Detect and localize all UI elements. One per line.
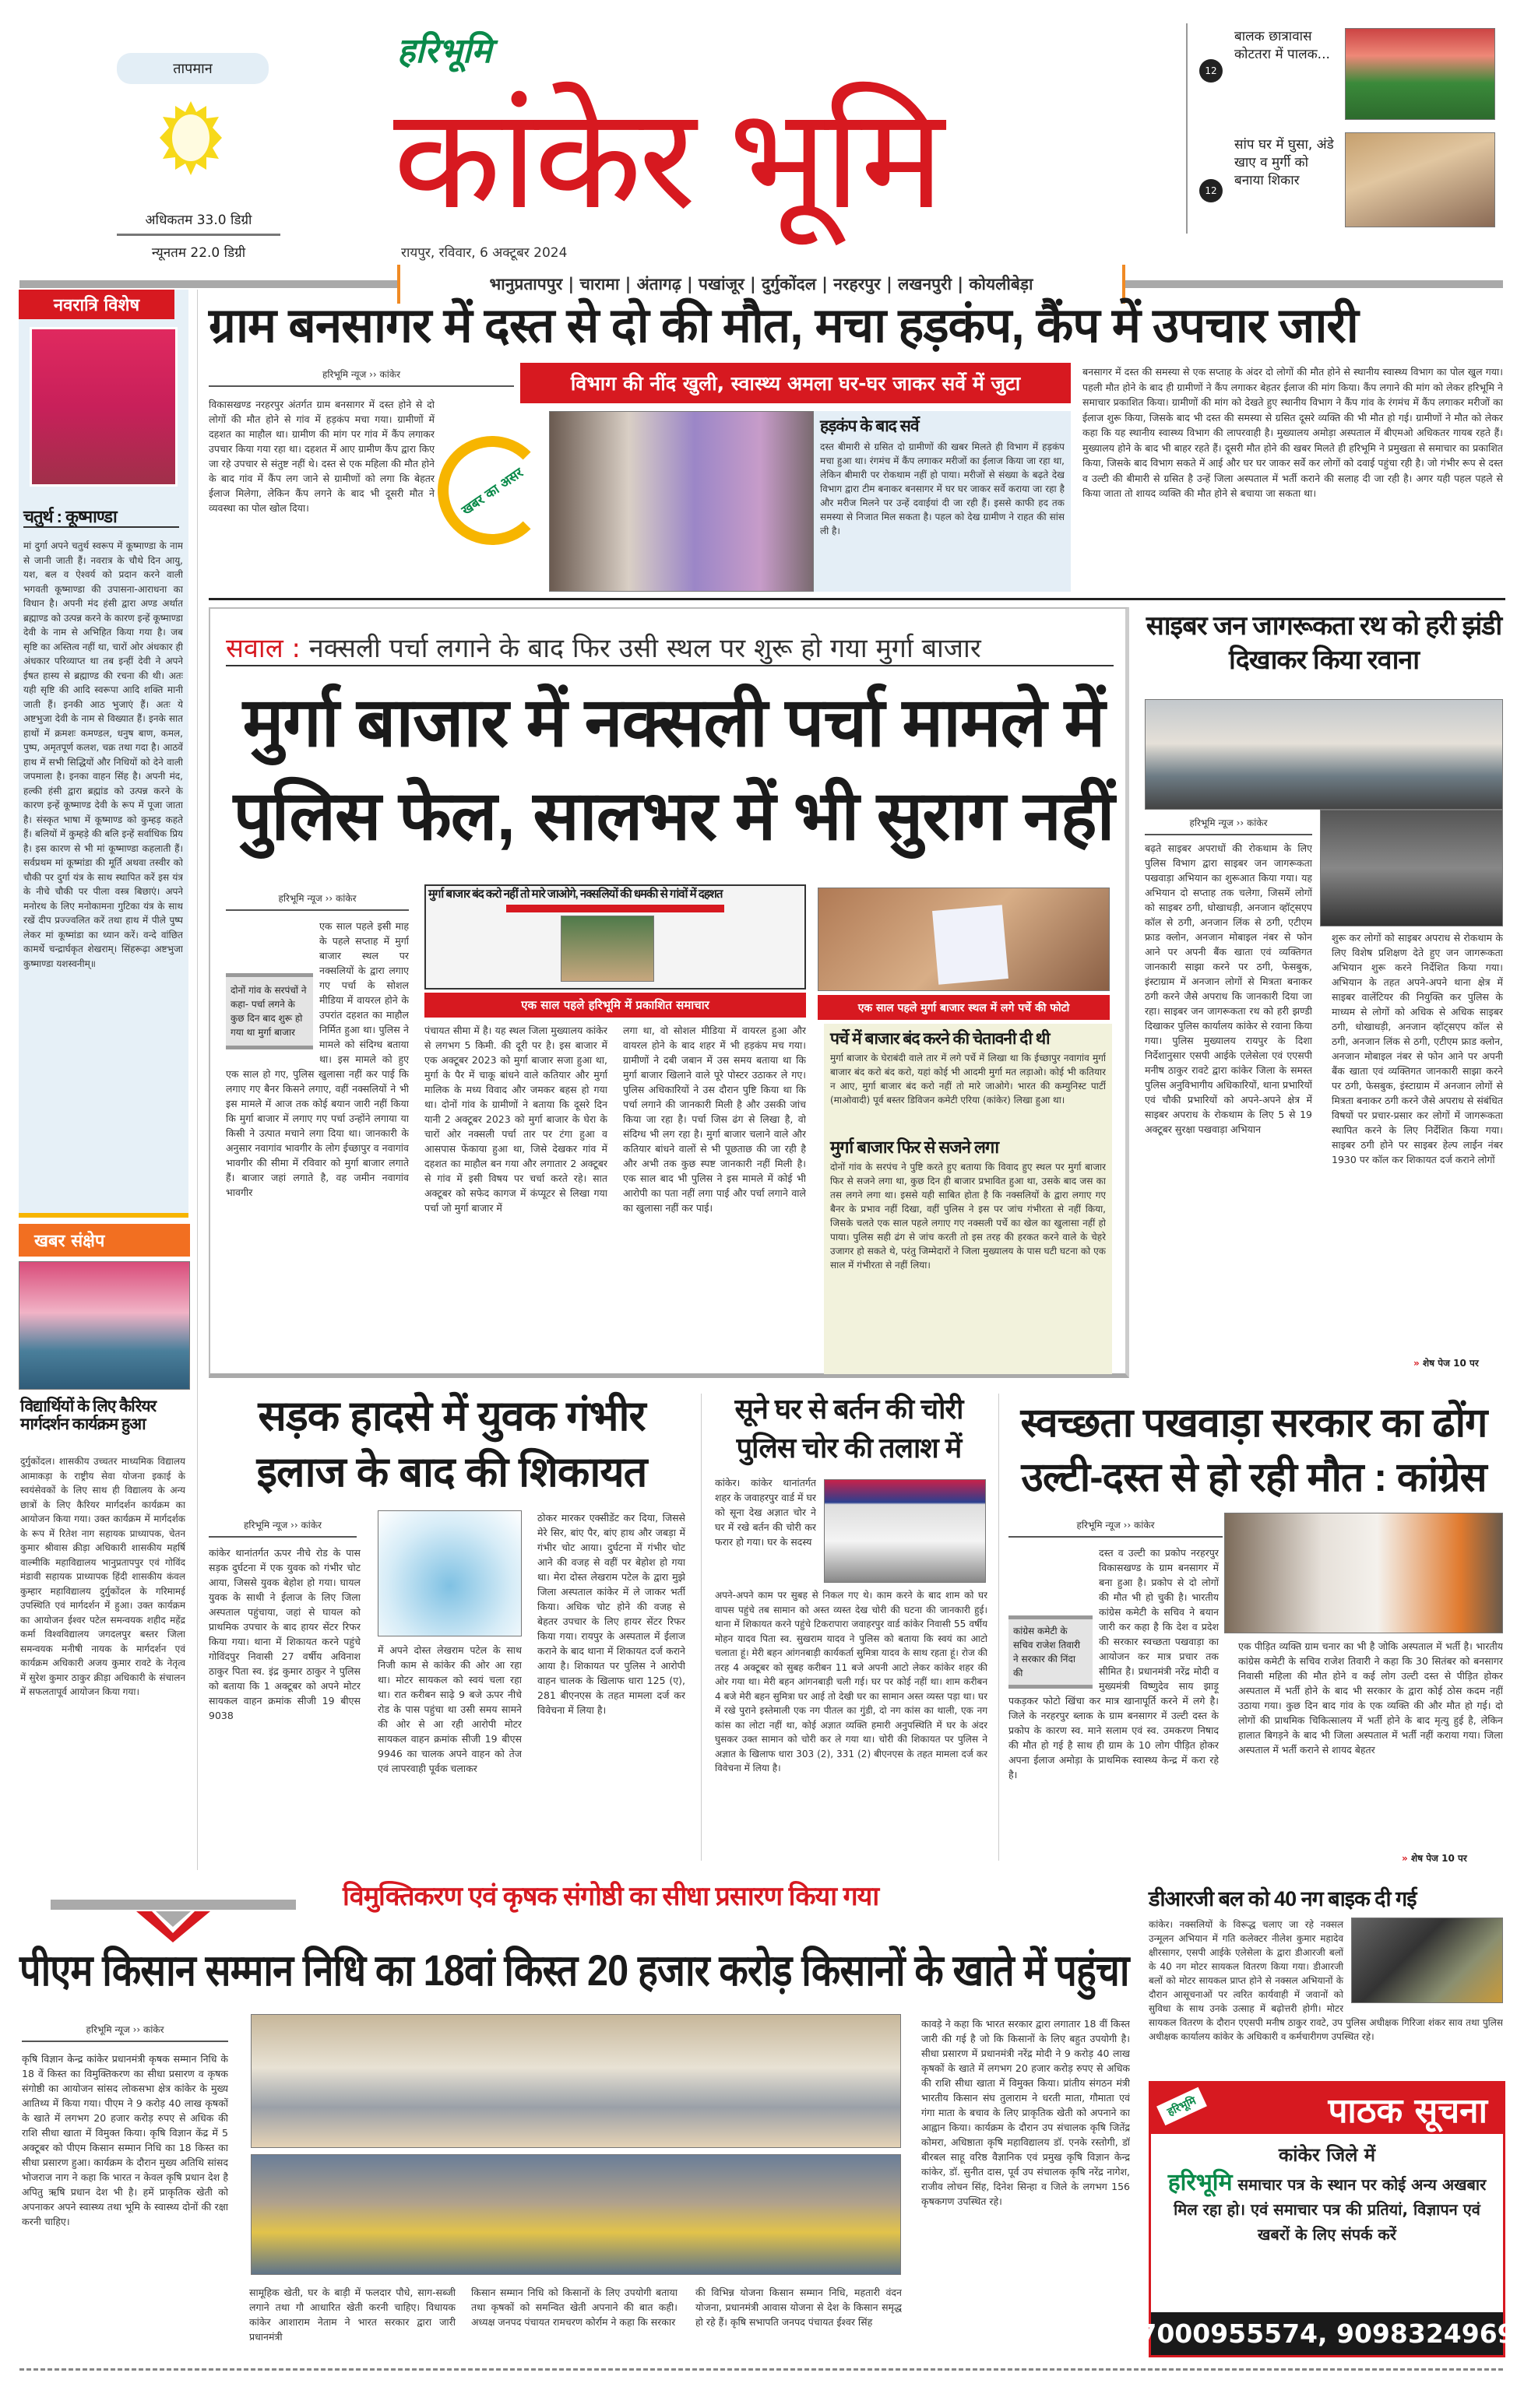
poster-paper — [932, 905, 1008, 984]
survey-photo — [549, 411, 814, 592]
theft-headline-line2: पुलिस चोर की तलाश में — [736, 1432, 962, 1464]
police-station-photo — [824, 1479, 986, 1583]
town-link[interactable]: चारामा — [579, 275, 620, 294]
brief-photo — [19, 1261, 190, 1390]
town-link[interactable]: अंतागढ़ — [636, 275, 681, 294]
continued-text: शेष पेज 10 पर — [1422, 1358, 1479, 1369]
max-temperature: अधिकतम 33.0 डिग्री — [145, 213, 252, 228]
impact-logo — [438, 436, 547, 545]
congress-col2: एक पीड़ित व्यक्ति ग्राम चनार का भी है जोकि अस्पताल में भर्ती है। भारतीय कांग्रेस कमेटी के सचिव राजेश तिवारी ने कहा कि 30 सितंबर को बनसागर निवासी महिला की मौत होने व कई लोग उल्टी दस्त से पीड़ित होकर अस्पताल में भर्ती होने के बाद भी सरकार के द्वारा कोई ठोस कदम नहीं उठाया गया। कुछ दिन बाद गांव के एक व्यक्ति की और मौत हो गई। दो लोगों की प्राथमिक चिकित्सालय में भर्ती होने के बाद मृत्यु हुई है, लेकिन हालात बिगड़ने के बाद भी जिला अस्पताल में भर्ती नहीं कराया गया। जिला अस्पताल में भर्ती कराने से शायद बेहतर — [1238, 1640, 1503, 1756]
congress-col1-text: दस्त व उल्टी का प्रकोप नरहरपुर विकासखण्ड के ग्राम बनसागर में बना हुआ है। प्रकोप से दो लोगों की मौत भी हो चुकी है। भारतीय कांग्रेस कमेटी के सचिव ने बयान जारी कर कहा है कि देश व प्रदेश की सरकार स्वच्छता पखवाड़ा का आयोजन कर मात्र प्रचार तक सीमित है। प्रधानमंत्री नरेंद्र मोदी व मुख्यमंत्री विष्णुदेव साय झाड़ू पकड़कर फोटो खिंचा कर मात्र खानापूर्ति करने में लगे है। जिले के नरहरपुर ब्लाक के ग्राम बनसागर में उल्टी दस्त के प्रकोप के कारण स्व. माने सलाम एवं स्व. उमकरण निषाद की मौत हो गई है साथ ही ग्राम के 10 लोग पीड़ित होकर अपना ईलाज अमोड़ा के प्राथमिक स्वास्थ्य केन्द्र में करा रहे है। — [1008, 1547, 1219, 1781]
left-divider — [197, 290, 198, 1870]
theft-col1: कांकेर। कांकेर थानांतर्गत शहर के जवाहरपुर वार्ड में घर को सूना देख अज्ञात चोर ने घर में रखे बर्तन की चोरी कर फरार हो गया। घर के सदस्य — [715, 1477, 816, 1548]
drg-text — [1149, 1918, 1503, 2073]
teaser-divider — [1186, 23, 1188, 234]
naxal-sidebar-box — [824, 1024, 1112, 1374]
ad-brand: हरिभूमि — [1167, 2169, 1233, 2196]
cyber-col1: बढ़ते साइबर अपराधों की रोकथाम के लिए पुलिस विभाग द्वारा साइबर जन जागरूकता पखवाड़ा अभियान का शुरूआत किया गया। यह अभियान दो सप्ताह तक चलेगा, जिसमें लोगों को साइबर ठगी, धोखाधड़ी, अनजान व्हॉट्सएप कॉल से ठगी, अनजान लिंक से ठगी, एटीएम फ्राड क्लोन, अनजान मोबाइल नंबर से फोन आने पर अपनी बैंक खाता एवं व्यक्तिगत जानकारी साझा करने पर ठगी, फेसबुक, इंस्टाग्राम में अनजान लोगों से मित्रता बनाकर ठगी करने जैसे अपराध कि जानकारी दिया जा रहा। साइबर जन जागरूकता रथ को हरी झण्डी दिखाकर पुलिस कार्यालय कांकेर से रवाना किया गया। पुलिस मुख्यालय रायपुर के दिशा निर्देशानुसार एसपी आईके एलेसेला एवं एएसपी मनीष ठाकुर रावटे द्वारा कांकेर जिला के समस्त पुलिस अनुविभागीय अधिकारियों, थाना प्रभारियों एवं चौकी प्रभारियों को अपने-अपने क्षेत्र में साइबर अपराध के रोकथाम के लिए 5 से 19 अक्टूबर सुरक्षा पखवाड़ा अभियान — [1145, 842, 1312, 1135]
ad-body — [1151, 2167, 1503, 2250]
kisan-photo-audience — [251, 2154, 901, 2275]
theft-col2: अपने-अपने काम पर सुबह से निकल गए थे। काम करने के बाद शाम को घर वापस पहुंचे तब सामान को अस्त व्यस्त देख चोरी की घटना की जानकारी हुई। थाना में शिकायत करने पहुंचे टिकरापारा जवाहरपुर वार्ड कांकेर निवासी 55 वर्षीय मोहन यादव पिता स्व. सुखराम यादव ने पुलिस को बताया कि स्वयं का आटो चलाता हूं। मेरी बहन आंगनबाड़ी कार्यकर्ता सुमित्रा यादव के साथ रहता हूं। रोज की तरह 4 अक्टूबर को सुबह करीबन 11 बजे अपनी आटो लेकर कांकेर शहर की ओर गया था। मेरी बहन आंगनबाड़ी चली गई। घर पर कोई नहीं था। शाम करीबन 4 बजे मेरी बहन सुमित्रा घर आई तो देखी घर का सामान अस्त व्यस्त पड़ा था। घर में रखे पुराने इस्तेमाली एक नग पीतल का गुंडी, दो नग कांस का थाली, एक नग कांस का लोटा नहीं था, कोई अज्ञात व्यक्ति हमारी अनुपस्थिति में घर के अंदर घुसकर उक्त सामान को चोरी कर ले गया था। चोरी की शिकायत पर पुलिस ने अज्ञात के खिलाफ धारा 303 (2), 331 (2) बीएनएस के तहत मामला दर्ज कर विवेचना में लिया है। — [715, 1590, 987, 1773]
theft-headline-line1: सूने घर से बर्तन की चोरी — [734, 1393, 963, 1425]
survey-box-text: दस्त बीमारी से ग्रसित दो ग्रामीणों की खबर मिलते ही विभाग में हड़कंप मचा हुआ था। रंगमंच में कैंप लगाकर मरीजों का ईलाज किया जा रहा था, लेकिन बीमारी पर रोकथाम नहीं हो पाया। मरीजों से संख्या के बढ़ते देख विभाग द्वारा टीम बनाकर बनसागर में घर घर जाकर सर्वे कराया जा रहा है और मरीज मिलने पर उन्हें दवाईयां दी जा रही हैं। इससे काफी हद तक समस्या से निजात मिल सकता है। पहल को देख ग्रामीण ने राहत की सांस ली है। — [820, 441, 1065, 537]
naxal-headline-line1: मुर्गा बाजार में नक्सली पर्चा मामले में — [242, 684, 1105, 761]
pullquote-box: दोनों गांव के सरपंचों ने कहा- पर्चा लगने के कुछ दिन बाद शुरू हो गया था मुर्गा बाजार — [226, 973, 313, 1049]
kisan-col2: सामूहिक खेती, घर के बाड़ी में फलदार पौधे, साग-सब्जी लगाने तथा गौ आधारित खेती करनी चाहिए। विधायक कांकेर आशाराम नेताम ने भारत सरकार द्वारा जारी प्रधानमंत्री — [249, 2287, 456, 2343]
teaser-photo — [1345, 28, 1495, 120]
navratri-title: चतुर्थ : कूष्माण्डा — [23, 508, 179, 528]
cyber-photo — [1145, 699, 1503, 810]
teaser-item[interactable] — [1199, 132, 1495, 230]
town-link[interactable]: भानुप्रतापपुर — [489, 275, 563, 294]
town-link[interactable]: नरहरपुर — [833, 275, 881, 294]
kisan-byline: हरिभूमि न्यूज ›› कांकेर — [22, 2023, 228, 2042]
section-rule — [19, 1213, 188, 1218]
cyber-col2: शुरू कर लोगों को साइबर अपराध से रोकथाम के लिए विशेष प्रशिक्षण देते हुए जन जागरूकता अभियान शुरू करने निर्देशित किया गया। अभियान के तहत अपने-अपने थाना क्षेत्र में साइबर वालेंटियर की नियुक्ति कर पुलिस के माध्यम से लोगों को अधिक से अधिक साइबर ठगी, धोखाधड़ी, अनजान व्हॉट्सएप कॉल से ठगी, अनजान लिंक से ठगी, एटीएम फ्राड क्लोन, अनजान मोबाइल नंबर से फोन आने पर अपनी बैंक खाता एवं व्यक्तिगत जानकारी साझा करने पर ठगी, फेसबुक, इंस्टाग्राम में अनजान लोगों से मित्रता बनाकर ठगी करने जैसे अपराध से संबंधित विषयों पर प्रचार-प्रसार कर लोगों में जागरूकता स्थापित करने के लिए निर्देशित किया गया। साइबर ठगी होने पर साइबर हेल्प लाईन नंबर 1930 पर कॉल कर शिकायत दर्ज कराने लोगों — [1332, 932, 1503, 1165]
congress-byline: हरिभूमि न्यूज ›› कांकेर — [1008, 1518, 1223, 1538]
accident-headline-line2: इलाज के बाद की शिकायत — [256, 1449, 647, 1496]
congress-pullquote: कांग्रेस कमेटी के सचिव राजेश तिवारी ने सरकार की निंदा की — [1008, 1615, 1093, 1689]
lead-banner — [520, 363, 1071, 403]
naxal-kicker — [226, 629, 1114, 666]
accident-col3: ठोकर मारकर एक्सीडेंट कर दिया, जिससे मेरे सिर, बांए पैर, बांए हाथ और जबड़ा में गंभीर चोट आया। दुर्घटना में गंभीर चोट आने की वजह से वहीं पर बेहोश हो गया था। मेरा दोस्त लेखराम पटेल के द्वारा मुझे जिला अस्पताल कांकेर में ले जाकर भर्ती किया। अधिक चोट होने की वजह से बेहतर उपचार के लिए हायर सेंटर रिफर किया गया। रायपुर के अस्पताल में ईलाज कराने के बाद थाना में शिकायत दर्ज कराने आया है। शिकायत पर पुलिस ने आरोपी वाहन चालक के खिलाफ धारा 125 (ए), 281 बीएनएस के तहत मामला दर्ज कर विवेचना में लिया है। — [537, 1512, 685, 1716]
kisan-col3: किसान सम्मान निधि को किसानों के लिए उपयोगी बताया तथा कृषकों को समन्वित खेती अपनाने की बात कही। अध्यक्ष जनपद पंचायत रामचरण कोर्राम ने कहा कि सरकार — [471, 2287, 678, 2328]
accident-illustration — [378, 1510, 522, 1636]
congress-photo — [1224, 1513, 1503, 1633]
teaser-photo — [1345, 132, 1495, 227]
lead-col1: विकासखण्ड नरहरपुर अंतर्गत ग्राम बनसागर में दस्त होने से दो लोगों की मौत होने से गांव में हड़कंप मचा गया। ग्रामीणों में दहशत का माहौल था। ग्रामीण की मांग पर गांव में कैंप लगाकर उपचार किया गया रहा था। दहशत में आए ग्रामीण कैंप द्वारा किए जा रहे उपचार से संतुष्ट नहीं थे। दस्त से एक महिला की मौत होने के बाद गांव में कैंप लग जाने से ग्रामीणों को लगा कि बेहतर ईलाज मिलेगा, लेकिन कैंप लगने के बाद भी दूसरी मौत ने व्यवस्था का पोल खोल दिया। — [209, 399, 435, 514]
page-number-badge: 12 — [1199, 59, 1223, 83]
lead-headline: ग्राम बनसागर में दस्त से दो की मौत, मचा हड़कंप, कैंप में उपचार जारी — [209, 299, 1358, 353]
kisan-photo-stage — [251, 2014, 901, 2148]
page-number-badge: 12 — [1199, 179, 1223, 202]
accident-byline: हरिभूमि न्यूज ›› कांकेर — [209, 1518, 357, 1538]
congress-headline-line2: उल्टी-दस्त से हो रही मौत : कांग्रेस — [1021, 1455, 1487, 1500]
sun-icon — [160, 101, 222, 175]
dateline: रायपुर, रविवार, 6 अक्टूबर 2024 — [401, 245, 568, 261]
cyber-headline: साइबर जन जागरूकता रथ को हरी झंडी दिखाकर किया रवाना — [1146, 611, 1502, 675]
survey-box — [814, 411, 1071, 592]
naxal-col3: लगा था, वो सोशल मीडिया में वायरल हुआ और वायरल होने के बाद शहर में भी हड़कंप मच गया। ग्रामीणों ने दबी जबान में उस समय बताया था कि मुर्गा बाजार खिलाने वाले पूरे पोस्टर उठाकर ले गए। पुलिस अधिकारियों ने उस दौरान पुष्टि किया था कि पर्चा लगाने की जानकारी मिली है और उसकी जांच किया जा रहा है। पर्चा जिस ढंग से लिखा है, वो संदिग्ध भी लग रहा है। मुर्गा बाजार चलाने वाले और कतियार बांधने वालों से भी पूछताछ की जा रही है और अभी तक कुछ स्पष्ट जानकारी नहीं मिली है। एक साल बाद भी पुलिस ने इस मामले में कोई भी आरोपी का पता नहीं लगा पाई और पर्चा लगाने वाले का खुलासा नहीं कर पाई। — [623, 1025, 806, 1214]
drg-text-body: कांकेर। नक्सलियों के विरूद्ध चलाए जा रहे नक्सल उन्मूलन अभियान में गति कलेक्टर नीलेश कुमार महादेव क्षीरसागर, एसपी आईके एलेसेला के द्वारा डीआरजी बलों के 40 नग मोटर सायकल वितरण किया गया। डीआरजी बलों को मोटर सायकल प्राप्त होने से नक्सल अभियानों के दौरान आसूचनाओं पर त्वरित कार्यवाही में जवानों को सुविधा के साथ उनके उत्साह में बढ़ोत्तरी होगी। मोटर सायकल वितरण के दौरान एएसपी मनीष ठाकुर रावटे, उप पुलिस अधीक्षक गिरिजा शंकर साव तथा पुलिस अधीक्षक कार्यालय कांकेर के अधिकारी व कर्मचारीगण उपस्थित रहे। — [1149, 1919, 1503, 2042]
poster-photo — [818, 888, 1110, 991]
towns-list: भानुप्रतापपुर | चारामा | अंतागढ़ | पखांजूर | दुर्गुकोंदल | नरहरपुर | लखनपुरी | कोयलीबेड़ा — [489, 275, 1033, 294]
reader-notice-ad — [1139, 2081, 1515, 2357]
band-divider — [998, 1394, 999, 1861]
goddess-image — [30, 327, 178, 487]
accident-headline-line1: सड़क हादसे में युवक गंभीर — [258, 1393, 646, 1440]
page-bottom-rule — [19, 2368, 1503, 2371]
clipping-redbar — [506, 905, 724, 912]
teaser-item[interactable] — [1199, 28, 1495, 121]
photo-caption: एक साल पहले मुर्गा बाजार स्थल में लगे पर्चे की फोटो — [818, 995, 1110, 1020]
news-clipping — [424, 884, 806, 990]
navratri-text: मां दुर्गा अपने चतुर्थ स्वरूप में कूष्माण्डा के नाम से जानी जाती हैं। नवरात्र के चौथे दिन आयु, यश, बल व ऐश्वर्य को प्रदान करने वाली भगवती कूष्माण्डा की उपासना-आराधना का विधान है। अपनी मंद हंसी द्वारा अण्ड अर्थात ब्रह्माण्ड को उत्पन्न करने के कारण इन्हें कूष्माण्डा देवी के नाम से अभिहित किया गया है। जब सृष्टि का अस्तित्व नहीं था, चारों ओर अंधकार ही अंधकार परिव्याप्त था तब इन्हीं देवी ने अपने ईषत हास्य से ब्रह्माण्ड की रचना की थी। अतः यही सृष्टि की आदि स्वरूपा आदि शक्ति मानी जाती हैं। इनकी आठ भुजाएं हैं। अतः ये अष्टभुजा देवी के नाम से विख्यात हैं। इनके सात हाथों में क्रमशः कमण्डल, धनुष बाण, कमल, पुष्प, अमृतपूर्ण कलश, चक्र तथा गदा है। आठवें हाथ में सभी सिद्धियों और निधियों को देने वाली जपमाला है। इनका वाहन सिंह है। अपनी मंद, हल्की हंसी द्वारा ब्रह्मांड को उत्पन्न करने के कारण इन्हें कूष्माण्ड देवी के रूप में पूजा जाता है। संस्कृत भाषा में कूष्माण्ड को कुम्हड़ कहते हैं। बलियों में कुम्हड़े की बलि इन्हें सर्वाधिक प्रिय है। इस कारण से भी मां कूष्माण्डा कहलाती हैं। सर्वप्रथम मां कूष्मांडा की मूर्ति अथवा तस्वीर को चौकी पर दुर्गा यंत्र के साथ स्थापित करें इस यंत्र के नीचे चौकी पर पीला वस्त्र बिछाएं। अपने मनोरथ के लिए मनोकामना गुटिका यंत्र के साथ रखें दीप प्रज्ज्वलित करें तथा हाथ में पीले पुष्प लेकर मां कूष्मांडा का ध्यान करें। वन्दे वांछित कामर्थे चन्द्रार्घकृत शेखराम्। सिंहरूढ़ा अष्टभुजा कुष्माण्डा यशस्वनीम्॥ — [23, 540, 183, 969]
kisan-headline: पीएम किसान सम्मान निधि का 18वां किस्त 20 हजार करोड़ किसानों के खाते में पहुंचा — [19, 1946, 1129, 1995]
cyber-continued[interactable]: » शेष पेज 10 पर — [1413, 1358, 1479, 1369]
sidebar-title-2: मुर्गा बाजार फिर से सजने लगा — [830, 1137, 999, 1158]
navratri-label: नवरात्रि विशेष — [19, 290, 174, 319]
temperature-label: तापमान — [117, 53, 269, 84]
kicker-grey-bar — [51, 1900, 296, 1910]
sidebar-text-2: दोनों गांव के सरपंच ने पुष्टि करते हुए बताया कि विवाद हुए स्थल पर मुर्गा बाजार फिर से सजने लगा था, कुछ दिन ही बाजार प्रभावित हुआ था, उसके बाद जस का तस लगने लगा था। इससे यही साबित होता है कि नक्सलियों के द्वारा लगाए गए बैनर के प्रभाव नहीं दिखा, वहीं पुलिस ने इस पर जांच गंभीरता से नहीं किया, जिसके चलते एक साल पहले लगाए गए नक्सली पर्चे का खेल का खुलासा नहीं हो पाया। पुलिस सही ढंग से जांच करती तो इस तरह की हरकत करने वाले के चेहरे उजागर हो सकते थे, परंतु जिम्मेदारों ने जिला मुख्यालय के पास घटी घटना को एक साल में गंभीरता से नहीं लिया। — [830, 1162, 1106, 1271]
ad-header — [1151, 2083, 1503, 2134]
naxal-headline-line2: पुलिस फेल, सालभर में भी सुराग नहीं — [233, 777, 1114, 854]
cyber-photo-bike — [1320, 810, 1503, 926]
teaser-text: सांप घर में घुसा, अंडे खाए व मुर्गी को बनाया शिकार — [1234, 137, 1334, 188]
ad-line2: समाचार पत्र के स्थान पर कोई अन्य अखबार मिल रहा हो। एवं समाचार पत्र की प्रतियां, विज्ञापन एवं खबरों के लिए संपर्क करें — [1174, 2175, 1487, 2244]
congress-continued[interactable]: » शेष पेज 10 पर — [1402, 1853, 1467, 1864]
clipping-photo — [561, 916, 654, 982]
towns-bar — [397, 265, 1125, 304]
town-link[interactable]: लखनपुरी — [898, 275, 952, 294]
ad-brand-badge: हरिभूमि — [1156, 2087, 1207, 2125]
congress-col1 — [1008, 1545, 1219, 1865]
congress-headline-line1: स्वच्छता पखवाड़ा सरकार का ढोंग — [1020, 1401, 1487, 1446]
lead-banner-text: विभाग की नींद खुली, स्वास्थ्य अमला घर-घर जाकर सर्वे में जुटा — [570, 372, 1021, 395]
town-link[interactable]: पखांजूर — [699, 275, 744, 294]
town-link[interactable]: कोयलीबेड़ा — [969, 275, 1033, 294]
drg-headline: डीआरजी बल को 40 नग बाइक दी गई — [1149, 1887, 1417, 1911]
min-temperature: न्यूनतम 22.0 डिग्री — [151, 245, 246, 261]
ad-title: पाठक सूचना — [1328, 2090, 1487, 2131]
photo-spacer — [1343, 1918, 1503, 2006]
survey-box-title: हड़कंप के बाद सर्वे — [820, 417, 919, 435]
naxal-col1 — [226, 919, 409, 1370]
lead-col-right: बनसागर में दस्त की समस्या से एक सप्ताह के अंदर दो लोगों की मौत होने से स्थानीय स्वास्थ्य विभाग का पोल खुल गया। पहली मौत होने के बाद ही ग्रामीणों ने कैंप लगाकर बेहतर ईलाज की मांग किया। कैंप लगाने की मांग को लेकर हरिभूमि ने समाचार प्रकाशित किया। ग्रामीणों की मांग को देखते हुए स्थानीय विभाग ने कैंप गांव के रंगमंच में कैंप लगाकर मरीजों का ईलाज शुरू किया, जिसके बाद भी दस्त की समस्या से ग्रसित दूसरे व्यक्ति की भी मौत हो गई। ग्रामीणों ने मौत को लेकर कहा कि यह स्थानीय स्वास्थ्य विभाग की लापरवाही है। मुख्यालय अमोड़ा अस्पताल में बीएमओ अधिकतर गायब रहते हैं। मुख्यालय होने के बाद भी बाहर रहते हैं। दूसरी मौत होने की खबर मिलते ही हरिभूमि ने प्रमुखता से समाचार का प्रकाशित किया, जिसके बाद विभाग सकते में आई और घर घर जाकर सर्वे कर लोगों को दवाई पहुंचा रही है। जो गंभीर रूप से दस्त व उल्टी की बीमारी से ग्रसित है उन्हें जिला अस्पताल में भर्ती कराने की सलाह दी जा रही है। अगर यही पहल पहले से किया जाता तो शायद व्यक्ति की मौत होने से बचाया जा सकता था। — [1082, 366, 1503, 499]
kisan-col1: कृषि विज्ञान केन्द्र कांकेर प्रधानमंत्री कृषक सम्मान निधि के 18 वें किस्त का विमुक्तिकरण का सीधा प्रसारण व कृषक संगोष्ठी का आयोजन सांसद लोकसभा क्षेत्र कांकेर के मुख्य आतिथ्य में किया गया। पीएम ने 9 करोड़ 40 लाख कृषकों के खाते में लगभग 20 हजार करोड़ रुपए से अधिक की राशि सीधा खाता में विमुक्त किया। कृषि विज्ञान केंद्र में 5 अक्टूबर को पीएम किसान सम्मान निधि का 18 किस्त का सीधा प्रसारण हुआ। कार्यक्रम के दौरान मुख्य अतिथि सांसद भोजराज नाग ने कहा कि भारत न केवल कृषि प्रधान देश है अपितु ऋषि प्रधान देश भी है। हमें प्राकृतिक खेती को अपनाकर अपने स्वास्थ्य तथा भूमि के स्वास्थ्य दोनों की रक्षा करनी चाहिए। — [22, 2053, 228, 2227]
town-link[interactable]: दुर्गुकोंदल — [762, 275, 816, 294]
kicker-label: सवाल : — [226, 633, 301, 664]
naxal-col2: पंचायत सीमा में है। यह स्थल जिला मुख्यालय कांकेर से लगभग 5 किमी. की दूरी पर है। इस बाजार में एक अक्टूबर 2023 को मुर्गा बाजार सजा हुआ था, मुर्गा के पैर में चाकू बांधने वाले कतियार और मुर्गा मालिक के मध्य विवाद और जमकर बहस हो गया था। दोनों गांव के ग्रामीणों ने बताया कि दूसरे दिन यानी 2 अक्टूबर 2023 को मुर्गा बाजार के घेरा के चारों ओर नक्सली पर्चा तार पर टंगा हुआ व आसपास फेंकाया हुआ था, जिसे देखकर गांव में दहशत का माहौल बन गया और लगातार 2 अक्टूबर से गांव में इसी विषय पर चर्चा करते रहे। सात अक्टूबर को सफेद कागज में कंप्यूटर से लिखा गया पर्चा जो मुर्गा बाजार में — [424, 1025, 607, 1214]
band-divider — [701, 1394, 702, 1861]
accident-col2: में अपने दोस्त लेखराम पटेल के साथ निजी काम से कांकेर की ओर आ रहा था। मोटर सायकल को स्वयं चला रहा था। रात करीबन साढ़े 9 बजे ऊपर नीचे रोड के पास पहुंचा था उसी समय सामने की ओर से आ रही आरोपी मोटर सायकल वाहन क्रमांक सीजी 19 बीएस 9946 का चालक अपने वाहन को तेज एवं लापरवाही पूर्वक चलाकर — [378, 1644, 522, 1774]
kisan-kicker: विमुक्तिकरण एवं कृषक संगोष्ठी का सीधा प्रसारण किया गया — [343, 1882, 879, 1911]
naxal-col1-text: एक साल पहले इसी माह के पहले सप्ताह में मुर्गा बाजार स्थल पर नक्सलियों के द्वारा लगाए गए पर्चा के सोशल मीडिया में वायरल होने के उपरांत दहशत का माहौल निर्मित हुआ था। पुलिस ने मामले को संदिग्ध बताया था। इस मामले को हुए एक साल हो गए, पुलिस खुलासा नहीं कर पाई कि लगाए गए बैनर किसने लगाए, वहीं नक्सलियों ने भी इस मामले में आज तक कोई बयान जारी नहीं किया कि मुर्गा बाजार में लगाए गए पर्चा उन्होंने लगाया या किसी ने उत्पात मचाने लगा दिया था। जानकारी के अनुसार नवागांव भावगीर के लोग ईच्छापुर व नवागांव भावगीर की सीमा में रविवार को मुर्गा बाजार लगाते हैं। बाजार जहां लगाते है, वह जमीन नवागांव भावगीर — [226, 920, 409, 1198]
temp-divider — [117, 234, 280, 236]
brief-title: विद्यार्थियों के लिए कैरियर मार्गदर्शन कार्यक्रम हुआ — [20, 1397, 157, 1434]
chevron-down-icon — [136, 1911, 210, 1942]
teaser-text: बालक छात्रावास कोटतरा में पालक... — [1234, 29, 1330, 62]
impact-logo-text: खबर का असर — [459, 464, 526, 519]
ad-line1: कांकेर जिले में — [1278, 2144, 1376, 2166]
news-brief-label: खबर संक्षेप — [19, 1224, 190, 1257]
clipping-caption: एक साल पहले हरिभूमि में प्रकाशित समाचार — [424, 993, 806, 1018]
kicker-text: नक्सली पर्चा लगाने के बाद फिर उसी स्थल पर शुरू हो गया मुर्गा बाजार — [308, 633, 981, 664]
naxal-byline: हरिभूमि न्यूज ›› कांकेर — [226, 891, 409, 911]
sidebar-title-1: पर्चे में बाजार बंद करने की चेतावनी दी थी — [830, 1030, 1050, 1048]
cyber-byline: हरिभूमि न्यूज ›› कांकेर — [1145, 816, 1312, 835]
brief-text: दुर्गुकोंदल। शासकीय उच्चतर माध्यमिक विद्यालय आमाकड़ा के राष्ट्रीय सेवा योजना इकाई के स्वयंसेवकों के लिए साथ ही विद्यालय के अन्य छात्रों के लिए कैरियर मार्गदर्शन कार्यक्रम का आयोजन किया गया। उक्त कार्यक्रम में मार्गदर्शक के रूप में रितेश नाग सहायक प्राध्यापक, चेतन कुमार श्रीवास क्रीड़ा अधिकारी शासकीय महर्षि वाल्मीकि महाविद्यालय भानुप्रतापपुर एवं गोविंद मंडावी सहायक प्राध्यापक हिंदी शासकीय कंवल कुम्हार महाविद्यालय दुर्गुकोंदल के गरिमामई उपस्थिति एवं मार्गदर्शन में हुआ। उक्त कार्यक्रम का आयोजन ईश्वर पटेल समन्वयक शहीद महेंद्र कर्मा विश्वविद्यालय जगदलपुर बस्तर जिला समन्वयक मनीषी नायक के मार्गदर्शन एवं कार्यक्रम अधिकारी अजय कुमार रावटे के नेतृत्व में सुरेश कुमार ठाकुर क्रीड़ा अधिकारी के संचालन में सफलतापूर्व आयोजन किया गया। — [20, 1456, 185, 1697]
sidebar-text-1: मुर्गा बाजार के घेराबंदी वाले तार में लगे पर्चे में लिखा था कि ईच्छापुर नवागांव मुर्गा बाजार बंद करो बंद करो, यहां कोई भी आदमी मुर्गा मत लड़ाओ। कोई भी कतियार न आए, मुर्गा बाजार बंद करो नहीं तो मारे जाओगे। भारत की कम्युनिस्ट पार्टी (माओवादी) पूर्व बस्तर डिविजन कमेटी एरिया (कांकेर) लिखा हुआ था। — [830, 1053, 1106, 1106]
brand-logo: हरिभूमि — [397, 31, 492, 71]
accident-col1: कांकेर थानांतर्गत ऊपर नीचे रोड के पास सड़क दुर्घटना में एक युवक को गंभीर चोट आया, जिससे युवक बेहोश हो गया। घायल युवक के साथी ने ईलाज के लिए जिला अस्पताल पहुंचाया, जहां से घायल को प्राथमिक उपचार के बाद हायर सेंटर रिफर किया गया। थाना में शिकायत करने पहुंचे गोविंदपुर निवासी 27 वर्षीय अविनाश ठाकुर पिता स्व. इंद्र कुमार ठाकुर ने पुलिस को बताया कि 1 अक्टूबर को अपने मोटर सायकल वाहन क्रमांक सीजी 19 बीएस 9038 — [209, 1547, 361, 1721]
ad-phone-numbers[interactable]: 7000955574, 9098324969 — [1151, 2312, 1503, 2355]
continued-text: शेष पेज 10 पर — [1410, 1853, 1467, 1864]
clipping-headline: मुर्गा बाजार बंद करो नहीं तो मारे जाओगे, नक्सलियों की धमकी से गांवों में दहशत — [428, 888, 723, 901]
kisan-col5: कावड़े ने कहा कि भारत सरकार द्वारा लगातार 18 वीं किस्त जारी की गई है जो कि किसानों के लिए बहुत उपयोगी है। सीधा प्रसारण में प्रधानमंत्री नरेंद्र मोदी ने 9 करोड़ 40 लाख कृषकों के खाते में लगभग 20 हजार करोड़ रुपए से अधिक की राशि सीधा खाता में विमुक्त किया। प्रांतीय संगठन मंत्री भारतीय किसान संघ तुलाराम ने धरती माता, गौमाता एवं गंगा माता के बचाव के लिए प्राकृतिक खेती को अपनाने का आह्वान किया। कार्यक्रम के दौरान उप संचालक कृषि जितेंद्र कोमरा, अधिष्ठाता कृषि महाविद्यालय डॉ. एनके रस्तोगी, डॉ बीरबल साहू वरिष्ठ वैज्ञानिक एवं प्रमुख कृषि विज्ञान केन्द्र कांकेर, डॉ. सुनीत दास, पूर्व उप संचालक कृषि नरेंद्र नागेश, राजीव लोचन सिंह, दिनेश सिन्हा व जिले के लगभग 156 कृषकगण उपस्थित रहे। — [921, 2018, 1130, 2207]
section-divider — [209, 598, 1505, 600]
masthead-title: कांकेर भूमि — [393, 81, 942, 237]
kisan-col4: की विभिन्न योजना किसान सम्मान निधि, महतारी वंदन योजना, प्रधानमंत्री आवास योजना से देश के किसान समृद्ध हो रहे हैं। कृषि सभापति जनपद पंचायत ईश्वर सिंह — [695, 2287, 902, 2328]
lead-byline: हरिभूमि न्यूज ›› कांकेर — [209, 367, 514, 387]
